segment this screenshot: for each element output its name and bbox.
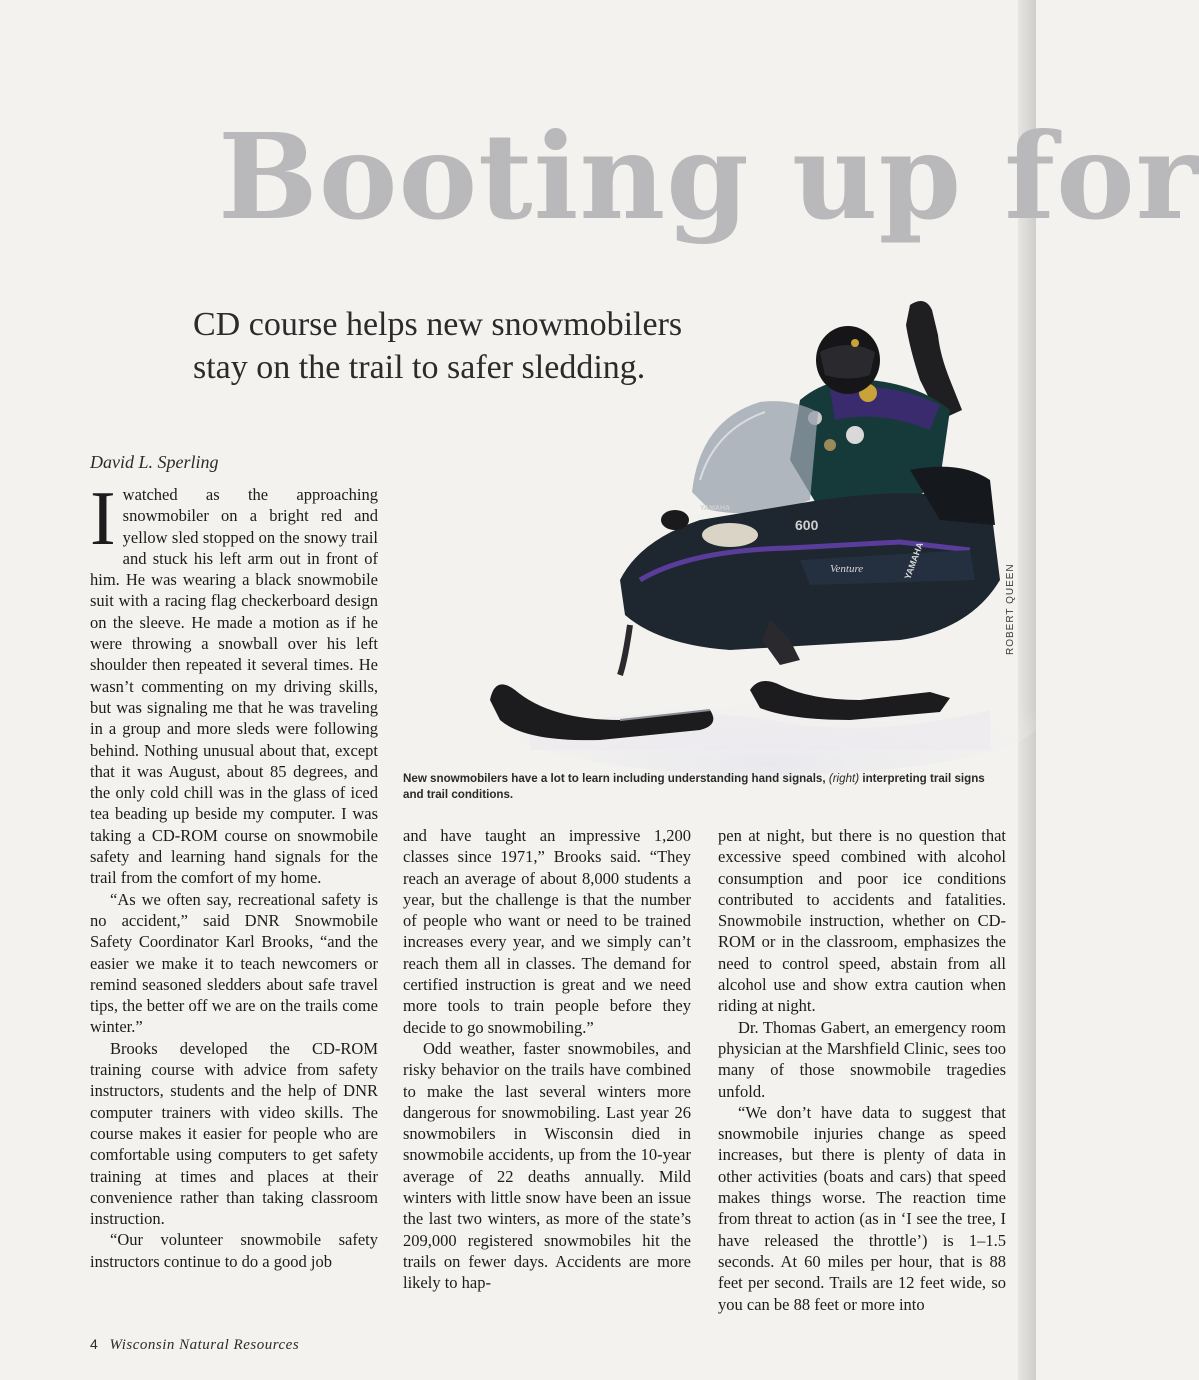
caption-right-ref: (right) (828, 772, 860, 785)
article-column-1 (90, 475, 378, 1272)
article-paragraph: pen at night, but there is no question that excessive speed combined with alcohol consumption and poor ice conditions contributed to accidents and fatalities. Snowmobile instruction, whether on CD-ROM or in the classroom, emphasizes the need to control speed, abstain from all alcohol use and show extra caution when riding at night. (718, 826, 1006, 1016)
article-paragraph: Dr. Thomas Gabert, an emergency room physician at the Marshfield Clinic, sees too many of those snowmobile tragedies unfold. (718, 1017, 1006, 1101)
article-paragraph: Odd weather, faster snowmobiles, and risky behavior on the trails have combined to make the last several winters more dangerous for snowmobiling. Last year 26 snowmobilers in Wisconsin died in snowmobile accidents, up from the 10-year average of 22 deaths annually. Mild winters with little snow have been an issue the last two winters, as more of the state’s 209,000 registered snowmobiles hit the trails on fewer days. Accidents are more likely to hap- (403, 1038, 691, 1293)
article-column-3 (718, 825, 1006, 1315)
sled-model-text: Venture (830, 563, 864, 575)
sled-number-text: 600 (795, 517, 819, 533)
page-footer (90, 1336, 299, 1354)
drop-cap: I (90, 475, 116, 561)
windshield-brand-text: YAMAHA (700, 505, 731, 512)
article-paragraph: “We don’t have data to suggest that snowmobile injuries change as speed increases, but there is plenty of data in other activities (boats and cars) that speed makes things worse. The reaction time from threat to action (as in ‘I see the tree, I have released the throttle’) is 1–1.5 seconds. At 60 miles per hour, that is 88 feet per second. Trails are 12 feet wide, so you can be 88 feet or more into (718, 1102, 1006, 1314)
photo-credit: ROBERT QUEEN (1005, 563, 1016, 655)
article-paragraph: “As we often say, recreational safety is no accident,” said DNR Snowmobile Safety Coordinator Karl Brooks, “and the easier we make it to teach newcomers or remind seasoned sledders about safe travel tips, the better off we are on the trails come winter.” (90, 889, 378, 1037)
headline: Booting up for (218, 107, 1199, 246)
caption-text-2: interpreting trail signs and trail conditions. (403, 772, 985, 801)
article-column-2 (403, 825, 691, 1294)
byline: David L. Sperling (90, 452, 219, 472)
magazine-name: Wisconsin Natural Resources (109, 1337, 300, 1353)
subheadline-line-1: CD course helps new snowmobilers (193, 306, 683, 343)
sled-brand-text: YAMAHA (902, 540, 926, 581)
photo-caption (403, 771, 1003, 803)
page-number: 4 (90, 1336, 98, 1352)
article-paragraph: Brooks developed the CD-ROM training course with advice from safety instructors, students and the help of DNR computer trainers with video skills. The course makes it easier for people who are comfortable using computers to get safety training at times and places at their convenience rather than taking classroom instruction. (90, 1038, 378, 1229)
subheadline-line-2: stay on the trail to safer sledding. (193, 349, 646, 386)
article-paragraph: “Our volunteer snowmobile safety instructors continue to do a good job (90, 1230, 378, 1271)
caption-text-1: New snowmobilers have a lot to learn including understanding hand signals, (403, 772, 826, 785)
article-paragraph (90, 475, 378, 889)
snowmobile-photo (470, 280, 1010, 765)
paragraph-text: watched as the approaching snowmobiler on a bright red and yellow sled stopped on the snowy trail and stuck his left arm out in front of him. He was wearing a black snowmobile suit with a racing flag checkerboard design on the sleeve. He made a motion as if he were throwing a snowball over his left shoulder then repeated it several times. He wasn’t commenting on my driving skills, but was signaling me that he was traveling in a group and more sleds were following behind. Nothing unusual about that, except that it was August, about 85 degrees, and the only cold chill was in the glass of iced tea beading up beside my computer. I was taking a CD-ROM course on snowmobile safety and learning hand signals for the trail from the comfort of my home. (90, 485, 378, 888)
article-paragraph: and have taught an impressive 1,200 classes since 1971,” Brooks said. “They reach an average of about 8,000 students a year, but the challenge is that the number of people who want or need to be trained increases every year, and we simply can’t reach them all in classes. The demand for certified instruction is great and we need more tools to train people before they decide to go snowmobiling.” (403, 826, 691, 1037)
